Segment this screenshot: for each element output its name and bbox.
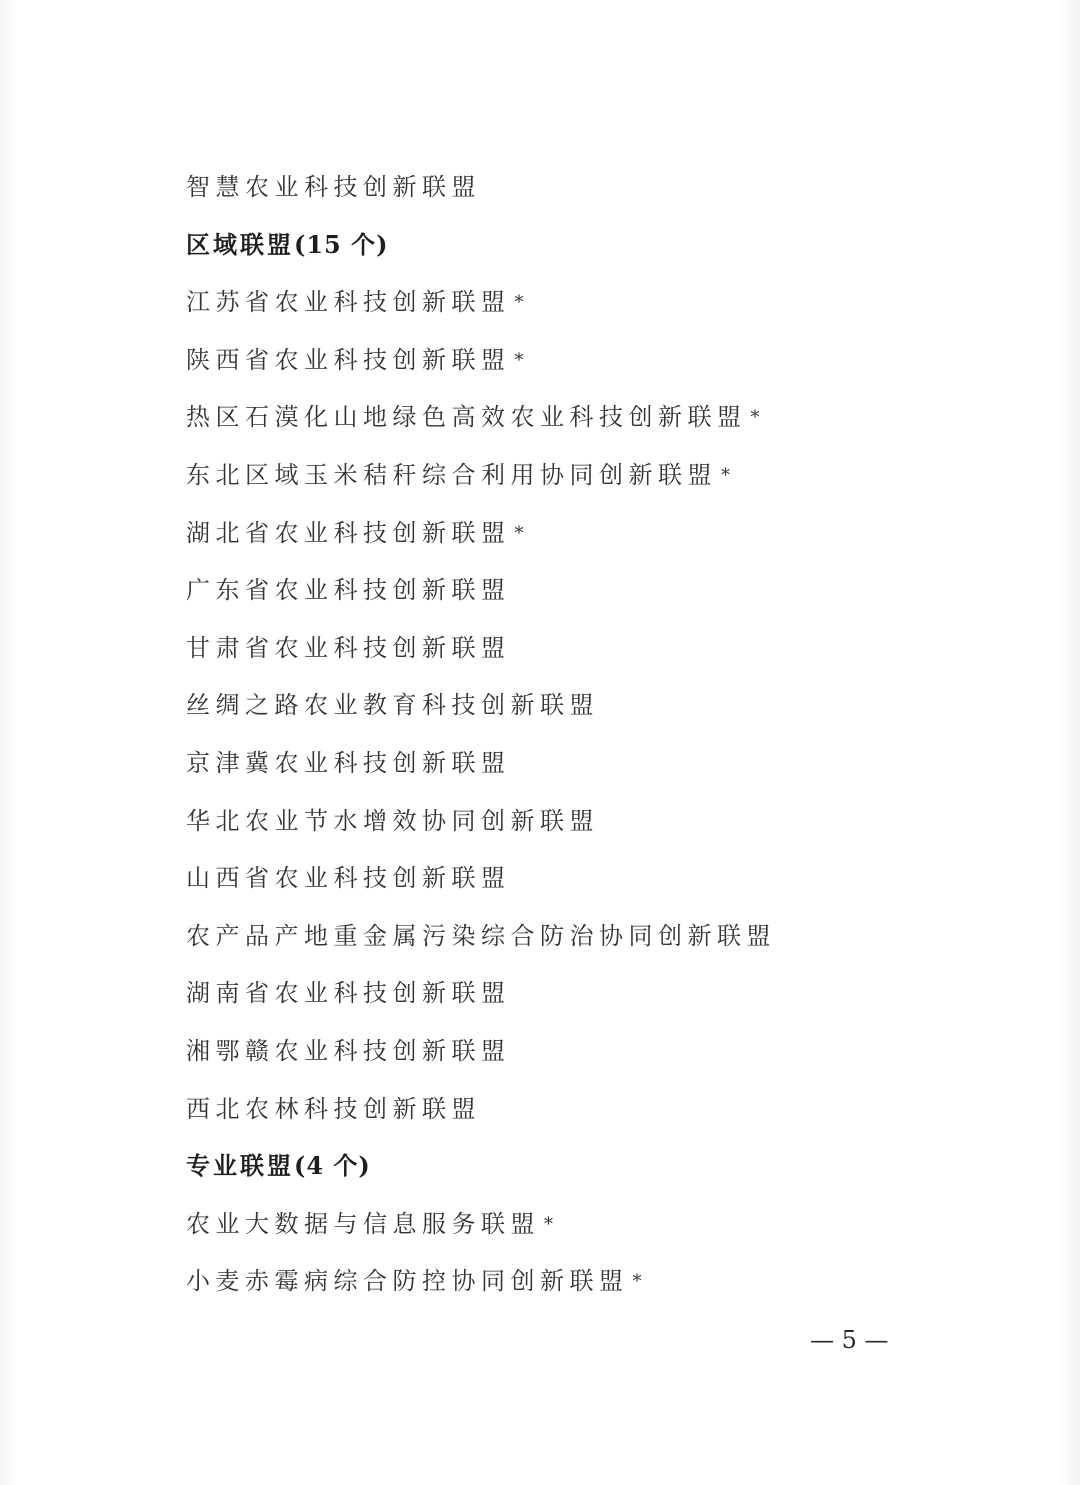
list-item (186, 913, 1006, 971)
alliance-name: 湖南省农业科技创新联盟 (186, 979, 511, 1008)
alliance-name: 湖北省农业科技创新联盟 (186, 518, 511, 547)
list-item (186, 567, 1006, 625)
section-count: (15 个) (294, 229, 389, 259)
alliance-name: 华北农业节水增效协同创新联盟 (186, 806, 599, 835)
alliance-name: 甘肃省农业科技创新联盟 (186, 633, 511, 662)
asterisk-mark: * (514, 522, 524, 544)
alliance-name: 丝绸之路农业教育科技创新联盟 (186, 691, 599, 720)
asterisk-mark: * (514, 349, 524, 371)
list-item (186, 740, 1006, 798)
section-count: (4 个) (294, 1151, 371, 1181)
alliance-name: 农业大数据与信息服务联盟 (186, 1209, 540, 1238)
alliance-name: 西北农林科技创新联盟 (186, 1094, 481, 1123)
asterisk-mark: * (632, 1271, 642, 1293)
asterisk-mark: * (750, 407, 760, 429)
list-item (186, 625, 1006, 683)
alliance-name: 农产品产地重金属污染综合防治协同创新联盟 (186, 921, 776, 950)
alliance-name: 山西省农业科技创新联盟 (186, 864, 511, 893)
section-title: 区域联盟 (186, 230, 294, 259)
list-item (186, 798, 1006, 856)
list-item (186, 510, 1006, 568)
list-item (186, 855, 1006, 913)
list-item (186, 337, 1006, 395)
list-item (186, 970, 1006, 1028)
alliance-name: 陕西省农业科技创新联盟 (186, 345, 511, 374)
list-item (186, 452, 1006, 510)
alliance-name: 湘鄂赣农业科技创新联盟 (186, 1036, 511, 1065)
alliance-name: 东北区域玉米秸秆综合利用协同创新联盟 (186, 460, 717, 489)
alliance-name: 小麦赤霉病综合防控协同创新联盟 (186, 1267, 629, 1296)
list-item (186, 1258, 1006, 1316)
alliance-name: 广东省农业科技创新联盟 (186, 576, 511, 605)
alliance-name: 智慧农业科技创新联盟 (186, 173, 481, 201)
alliance-name: 热区石漠化山地绿色高效农业科技创新联盟 (186, 403, 747, 432)
asterisk-mark: * (514, 292, 524, 314)
asterisk-mark: * (544, 1213, 553, 1235)
list-item (186, 394, 1006, 452)
section-heading-regional (186, 222, 1006, 280)
alliance-name: 京津冀农业科技创新联盟 (186, 748, 511, 777)
list-item (186, 164, 1006, 222)
page-number: — 5 — (810, 1326, 889, 1354)
section-title: 专业联盟 (186, 1152, 294, 1181)
list-item (186, 1201, 1006, 1259)
alliance-name: 江苏省农业科技创新联盟 (186, 288, 511, 317)
list-item (186, 279, 1006, 337)
list-item (186, 1086, 1006, 1144)
list-item (186, 682, 1006, 740)
list-item (186, 1028, 1006, 1086)
alliance-list (186, 164, 1006, 1316)
asterisk-mark: * (721, 464, 730, 486)
section-heading-professional (186, 1143, 1006, 1201)
